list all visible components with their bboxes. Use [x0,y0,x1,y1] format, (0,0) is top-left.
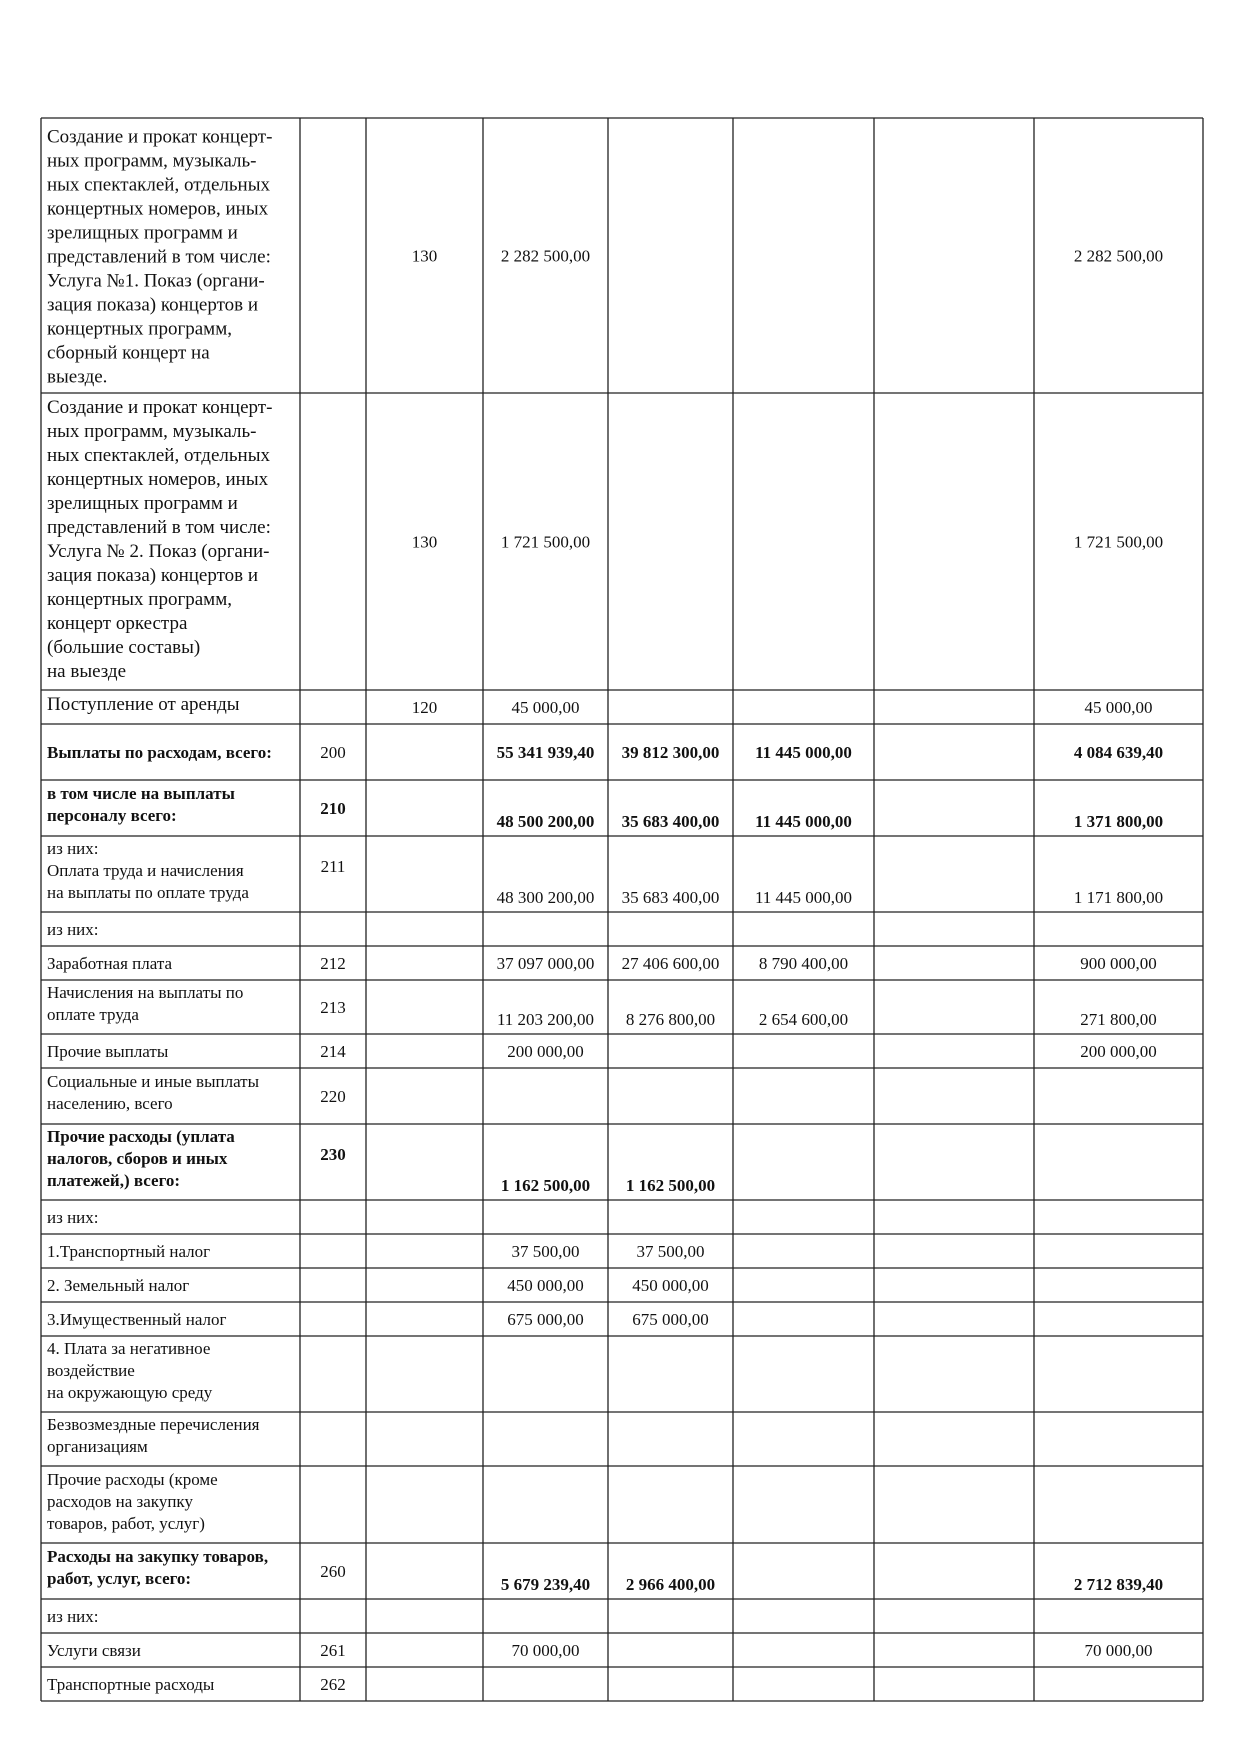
row-label: концертных номеров, иных [47,198,269,220]
row-label: Оплата труда и начисления [47,861,244,880]
row-label: платежей,) всего: [47,1171,181,1190]
row-label: Прочие выплаты [47,1042,169,1061]
row-label: персоналу всего: [47,806,177,825]
row-label: расходов на закупку [47,1492,193,1511]
amount-target: 11 445 000,00 [755,812,852,831]
row-label: на выезде [47,661,127,682]
row-label: в том числе на выплаты [47,784,235,803]
amount-total: 2 282 500,00 [500,246,591,266]
row-code: 262 [320,1675,346,1694]
row-label: (большие составы) [47,637,201,658]
row-label: организациям [47,1437,148,1456]
row-label: на окружающую среду [47,1383,213,1402]
amount-total: 70 000,00 [511,1641,580,1660]
row-label: работ, услуг, всего: [47,1569,192,1588]
row-label: Создание и прокат концерт- [47,397,273,418]
row-label: представлений в том числе: [47,517,271,538]
row-label: из них: [47,839,99,858]
amount-paid: 1 171 800,00 [1073,888,1164,907]
amount-subsidy: 8 276 800,00 [625,1010,716,1029]
amount-total: 48 300 200,00 [496,888,595,907]
row-label: концерт оркестра [47,613,188,634]
row-kosgu: 130 [411,532,438,552]
row-label: 3.Имущественный налог [47,1310,227,1329]
amount-subsidy: 1 162 500,00 [625,1176,716,1195]
row-label: Услуга № 2. Показ (органи- [47,541,270,562]
row-label: 4. Плата за негативное [47,1339,211,1358]
row-label: товаров, работ, услуг) [47,1514,205,1533]
row-label: Выплаты по расходам, всего: [47,743,272,762]
row-kosgu: 120 [411,698,438,717]
amount-subsidy: 2 966 400,00 [625,1575,716,1594]
row-label: ных спектаклей, отдельных [47,174,270,196]
amount-subsidy: 35 683 400,00 [621,812,720,831]
row-label: из них: [47,1208,99,1227]
amount-total: 45 000,00 [511,698,580,717]
row-code: 212 [320,954,346,973]
amount-paid: 70 000,00 [1084,1641,1153,1660]
row-code: 261 [320,1641,346,1660]
row-label: Услуги связи [47,1641,141,1660]
amount-subsidy: 37 500,00 [636,1242,705,1261]
amount-total: 1 162 500,00 [500,1176,591,1195]
amount-target: 11 445 000,00 [754,888,853,907]
row-label: выезде. [47,366,108,388]
amount-total: 37 097 000,00 [496,954,595,973]
amount-paid: 900 000,00 [1080,954,1157,973]
row-label: на выплаты по оплате труда [47,883,249,902]
row-label: оплате труда [47,1005,139,1024]
amount-paid: 271 800,00 [1080,1010,1157,1029]
row-label: Заработная плата [47,954,173,973]
row-label: концертных номеров, иных [47,469,269,490]
row-label: населению, всего [47,1094,173,1113]
amount-paid: 45 000,00 [1084,698,1153,717]
row-label: воздействие [47,1361,135,1380]
row-label: концертных программ, [47,318,232,340]
amount-total: 55 341 939,40 [496,743,595,762]
amount-target: 11 445 000,00 [755,743,852,762]
row-label: Начисления на выплаты по [47,983,244,1002]
row-label: зация показа) концертов и [47,565,259,586]
row-code: 220 [320,1087,346,1106]
row-label: налогов, сборов и иных [47,1149,228,1168]
row-code: 210 [320,799,346,818]
row-label: Услуга №1. Показ (органи- [47,270,265,292]
amount-subsidy: 450 000,00 [632,1276,709,1295]
amount-total: 200 000,00 [507,1042,584,1061]
amount-paid: 2 282 500,00 [1073,246,1164,266]
row-label: Безвозмездные перечисления [47,1415,260,1434]
row-label: Социальные и иные выплаты [47,1072,260,1091]
amount-subsidy: 675 000,00 [632,1310,709,1329]
row-label: ных программ, музыкаль- [47,150,257,172]
row-code: 260 [320,1562,346,1581]
amount-subsidy: 35 683 400,00 [621,888,720,907]
row-code: 211 [320,857,346,876]
amount-total: 675 000,00 [507,1310,584,1329]
amount-total: 11 203 200,00 [496,1010,595,1029]
row-code: 214 [320,1042,346,1061]
row-label: 1.Транспортный налог [47,1242,211,1261]
row-label: ных спектаклей, отдельных [47,445,270,466]
amount-total: 37 500,00 [511,1242,580,1261]
amount-paid: 200 000,00 [1080,1042,1157,1061]
row-label: представлений в том числе: [47,246,271,268]
amount-subsidy: 39 812 300,00 [621,743,720,762]
amount-total: 5 679 239,40 [500,1575,591,1594]
amount-total: 1 721 500,00 [500,532,591,552]
row-label: Поступление от аренды [47,694,240,715]
row-label: 2. Земельный налог [47,1276,190,1295]
row-label: сборный концерт на [47,342,210,364]
row-kosgu: 130 [411,246,438,266]
row-label: Прочие расходы (уплата [47,1127,235,1146]
amount-subsidy: 27 406 600,00 [621,954,720,973]
amount-total: 48 500 200,00 [496,812,595,831]
amount-paid: 1 721 500,00 [1073,532,1164,552]
amount-paid: 4 084 639,40 [1073,743,1164,762]
row-code: 213 [320,998,346,1017]
amount-paid: 2 712 839,40 [1073,1575,1164,1594]
row-label: Транспортные расходы [47,1675,215,1694]
row-code: 230 [320,1145,346,1164]
row-label: зрелищных программ и [47,493,238,514]
row-label: ных программ, музыкаль- [47,421,257,442]
amount-target: 8 790 400,00 [758,954,849,973]
row-label: зрелищных программ и [47,222,238,244]
row-label: зация показа) концертов и [47,294,259,316]
row-label: Прочие расходы (кроме [47,1470,218,1489]
row-label: из них: [47,920,99,939]
row-code: 200 [320,743,346,762]
amount-paid: 1 371 800,00 [1073,812,1164,831]
amount-total: 450 000,00 [507,1276,584,1295]
row-label: концертных программ, [47,589,232,610]
row-label: Расходы на закупку товаров, [47,1547,269,1566]
amount-target: 2 654 600,00 [758,1010,849,1029]
row-label: Создание и прокат концерт- [47,126,273,148]
row-label: из них: [47,1607,99,1626]
